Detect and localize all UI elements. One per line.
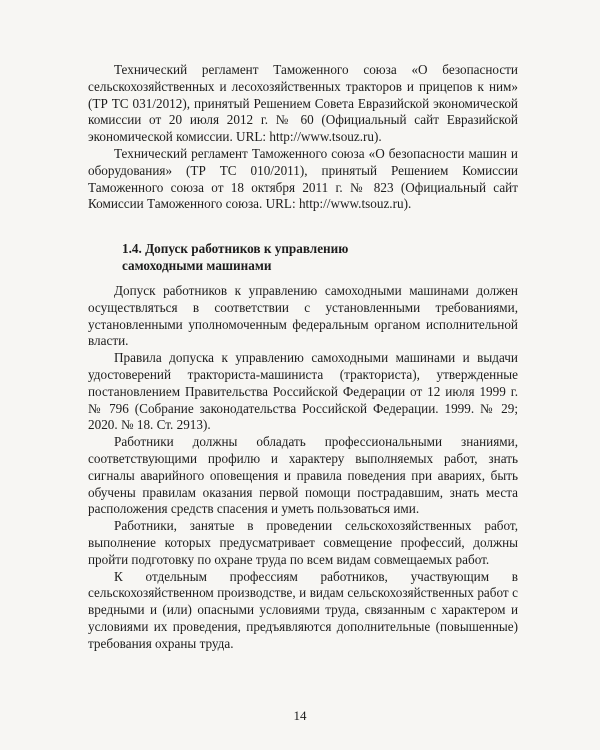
- body-paragraph-1: Допуск работников к управлению самоходными машинами должен осуществляться в соответствии с установленными требованиями, установленными уполномоченным федеральным органом исполнительной власти.: [88, 283, 518, 349]
- section-heading-line-2: самоходными машинами: [122, 258, 272, 273]
- section-heading-line-1: 1.4. Допуск работников к управлению: [122, 241, 349, 256]
- body-paragraph-5: К отдельным профессиям работников, участвующим в сельскохозяйственном производстве, и видам сельскохозяйственных работ с вредными и (или) опасными условиями труда, связанным с характером и условиями их проведения, предъявляются дополнительные (повышенные) требования охраны труда.: [88, 568, 518, 651]
- intro-paragraph-1: Технический регламент Таможенного союза «О безопасности сельскохозяйственных и лесохозяйственных тракторов и прицепов к ним» (ТР ТС 031/2012), принятый Решением Совета Евразийской экономической комиссии от 20 июля 2012 г. № 60 (Официальный сайт Евразийской экономической комиссии. URL: http://www.tsouz.ru).: [88, 62, 518, 145]
- section-heading: [122, 240, 522, 274]
- page-number: 14: [293, 708, 307, 723]
- body-block: [88, 283, 518, 653]
- body-paragraph-2: Правила допуска к управлению самоходными машинами и выдачи удостоверений тракториста-машиниста (тракториста), утвержденные постановлением Правительства Российской Федерации от 12 июля 1999 г. № 796 (Собрание законодательства Российской Федерации. 1999. № 29; 2020. № 18. Ст. 2913).: [88, 350, 518, 433]
- intro-block: [88, 62, 518, 213]
- intro-paragraph-2: Технический регламент Таможенного союза «О безопасности машин и оборудования» (ТР ТС 010/2011), принятый Решением Комиссии Таможенного союза от 18 октября 2011 г. № 823 (Официальный сайт Комиссии Таможенного союза. URL: http://www.tsouz.ru).: [88, 145, 518, 212]
- body-paragraph-3: Работники должны обладать профессиональными знаниями, соответствующими профилю и характеру выполняемых работ, знать сигналы аварийного оповещения и правила поведения при авариях, быть обучены правилам оказания первой помощи пострадавшим, знать места расположения средств спасения и уметь пользоваться ими.: [88, 434, 518, 517]
- body-paragraph-4: Работники, занятые в проведении сельскохозяйственных работ, выполнение которых предусматривает совмещение профессий, должны пройти подготовку по охране труда по всем видам совмещаемых работ.: [88, 518, 518, 567]
